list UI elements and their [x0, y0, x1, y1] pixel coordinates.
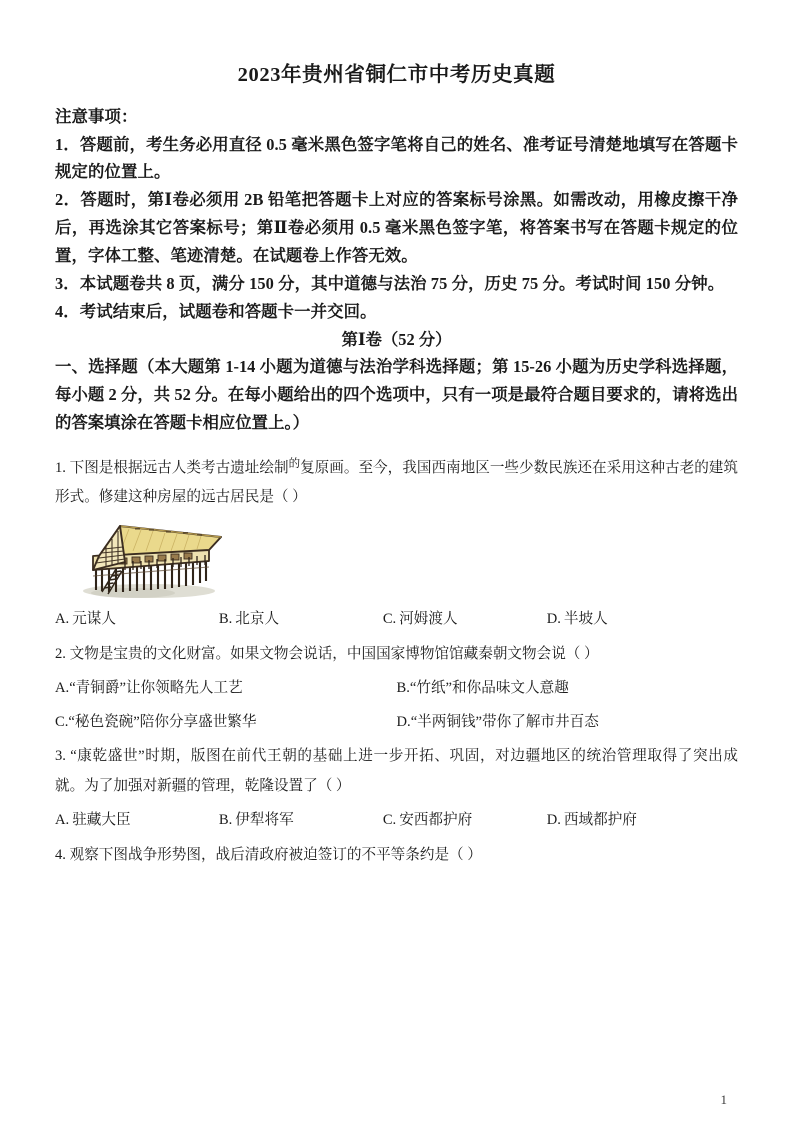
option-text: “青铜爵”让你领略先人工艺: [69, 679, 243, 696]
question-1-figure: [73, 520, 738, 600]
question-4-stem: 4. 观察下图战争形势图，战后清政府被迫签订的不平等条约是（ ）: [55, 846, 482, 863]
question-2-options-row-1: [55, 675, 738, 703]
option-label: A.: [55, 811, 70, 828]
question-2: [55, 640, 738, 737]
question-1-stem: [55, 453, 738, 512]
notice-item-1: 1．答题前，考生务必用直径 0.5 毫米黑色签字笔将自己的姓名、准考证号清楚地填写在答题卡规定的位置上。: [55, 134, 738, 182]
question-2-option-c[interactable]: [55, 709, 397, 737]
option-label: B.: [396, 679, 410, 696]
option-label: D.: [546, 811, 561, 828]
option-label: B.: [218, 811, 233, 828]
part-heading: 第Ⅰ卷（52 分）: [341, 329, 452, 349]
option-label: A.: [55, 679, 70, 696]
section-intro: 一、选择题（本大题第 1-14 小题为道德与法治学科选择题；第 15-26 小题为历史学科选择题，每小题 2 分，共 52 分。在每小题给出的四个选项中，只有一项是最符合题目要求的，请将选出的答案填涂在答题卡相应位置上。）: [55, 357, 738, 432]
question-1-option-c[interactable]: [383, 606, 547, 634]
question-list: [55, 453, 738, 870]
notice-item-4: 4．考试结束后，试题卷和答题卡一并交回。: [55, 301, 377, 321]
question-2-option-b[interactable]: [397, 675, 739, 703]
option-label: D.: [546, 611, 561, 628]
option-text: 驻藏大臣: [72, 811, 131, 828]
option-text: “半两铜钱”带你了解市井百态: [410, 713, 599, 730]
notice-item-2: 2．答题时，第Ⅰ卷必须用 2B 铅笔把答题卡上对应的答案标号涂黑。如需改动，用橡皮擦干净后，再选涂其它答案标号；第Ⅱ卷必须用 0.5 毫米黑色签字笔，将答案书写在答题卡规定的位置，字体工整、笔迹清楚。在试题卷上作答无效。: [55, 190, 738, 266]
option-label: B.: [218, 611, 233, 628]
option-text: 半坡人: [563, 611, 608, 628]
page-title: 2023年贵州省铜仁市中考历史真题: [237, 64, 556, 86]
option-text: “竹纸”和你品味文人意趣: [409, 679, 569, 696]
question-2-stem: 2. 文物是宝贵的文化财富。如果文物会说话，中国国家博物馆馆藏秦朝文物会说（ ）: [55, 645, 599, 662]
question-1-option-d[interactable]: [547, 606, 711, 634]
option-text: 西域都护府: [563, 811, 637, 828]
option-label: C.: [382, 811, 397, 828]
question-3-option-a[interactable]: [55, 807, 219, 835]
question-4: [55, 841, 738, 870]
question-3-option-d[interactable]: [547, 807, 711, 835]
notice-block: [55, 103, 738, 326]
question-1-option-b[interactable]: [219, 606, 383, 634]
option-label: C.: [55, 713, 69, 730]
question-1-options: [55, 606, 738, 634]
option-text: 元谋人: [72, 611, 116, 628]
question-1: [55, 453, 738, 634]
question-3-options: [55, 807, 738, 835]
question-3-option-b[interactable]: [219, 807, 383, 835]
question-3: [55, 742, 738, 834]
option-label: A.: [55, 611, 70, 628]
question-3-option-c[interactable]: [383, 807, 547, 835]
question-1-option-a[interactable]: [55, 606, 219, 634]
option-text: 伊犁将军: [235, 811, 294, 828]
option-label: C.: [382, 611, 397, 628]
question-2-option-d[interactable]: [397, 709, 739, 737]
question-3-stem: 3. “康乾盛世”时期，版图在前代王朝的基础上进一步开拓、巩固，对边疆地区的统治管理取得了突出成就。为了加强对新疆的管理，乾隆设置了（ ）: [55, 748, 738, 794]
question-2-option-a[interactable]: [55, 675, 397, 703]
option-text: 北京人: [235, 611, 280, 628]
option-text: “秘色瓷碗”陪你分享盛世繁华: [68, 713, 257, 730]
stilt-house-illustration: [73, 520, 225, 600]
question-1-stem-part1: 1. 下图是根据远古人类考古遗址绘制: [55, 459, 289, 476]
question-1-stem-part2: 复原画。至今，我国西南地区一些少数民族还在采用这种古老的建筑形式。修建这种房屋的远古居民是（ ）: [55, 459, 738, 505]
question-2-options-row-2: [55, 709, 738, 737]
notice-heading: 注意事项：: [55, 106, 138, 126]
option-label: D.: [396, 713, 411, 730]
option-text: 河姆渡人: [399, 611, 458, 628]
page-number: 1: [720, 1092, 727, 1107]
question-1-stem-raised-glyph: 的: [288, 457, 301, 470]
notice-item-3: 3．本试题卷共 8 页，满分 150 分，其中道德与法治 75 分，历史 75 分。考试时间 150 分钟。: [55, 273, 725, 293]
option-text: 安西都护府: [399, 811, 473, 828]
